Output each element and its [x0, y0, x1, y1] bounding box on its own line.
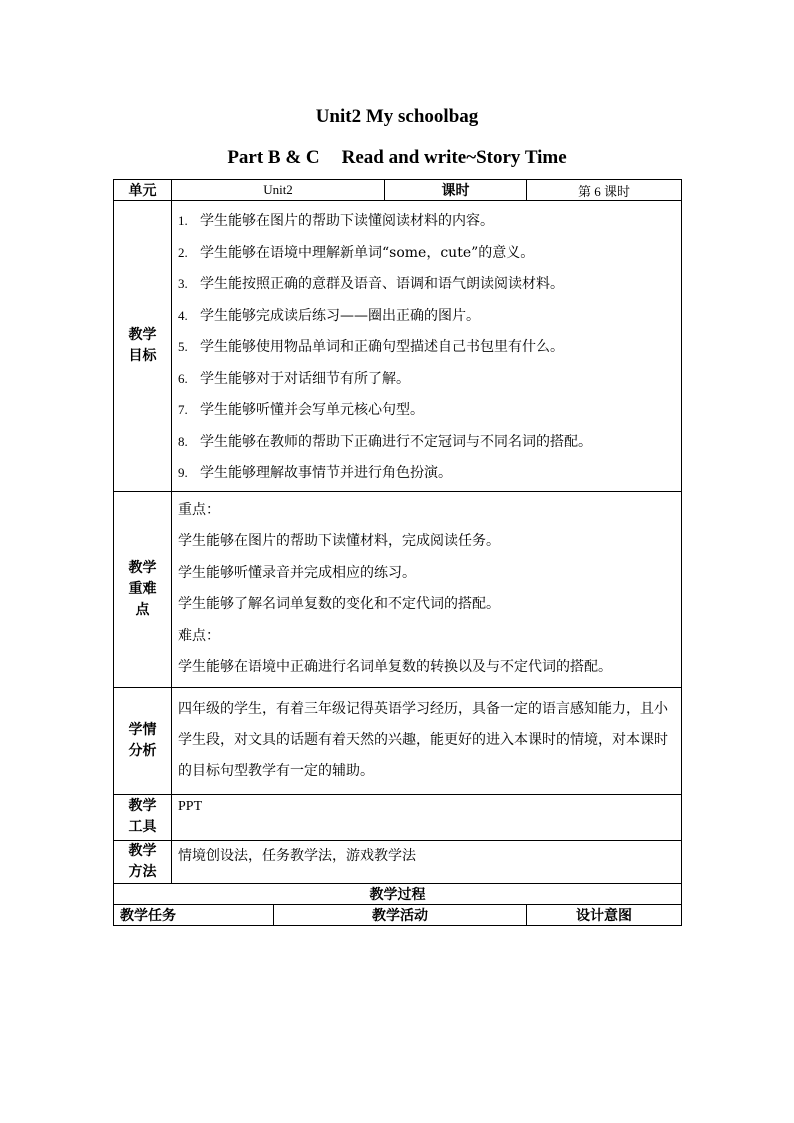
objectives-content	[172, 201, 682, 492]
objective-item	[178, 331, 675, 363]
tools-value: PPT	[172, 794, 682, 840]
subtitle-topic: Read and write~Story Time	[341, 147, 567, 168]
objective-number: 2.	[178, 244, 188, 260]
student-analysis-row	[114, 687, 682, 794]
key-point-line: 难点：	[178, 627, 220, 644]
objective-text: 学生能够对于对话细节有所了解。	[200, 370, 410, 387]
objectives-row	[114, 201, 682, 492]
objective-item	[178, 426, 675, 458]
subtitle-part: Part B & C	[227, 147, 320, 168]
objective-item	[178, 205, 675, 237]
key-point-line: 学生能够在图片的帮助下读懂材料，完成阅读任务。	[178, 533, 500, 549]
objective-text: 学生能够听懂并会写单元核心句型。	[200, 402, 424, 418]
objective-number: 5.	[178, 339, 188, 354]
lesson-plan-table	[113, 179, 682, 926]
key-points-row	[114, 491, 682, 687]
process-header-row	[114, 904, 682, 925]
objectives-list	[178, 205, 675, 489]
objective-text: 学生能够在语境中理解新单词“some，cute”的意义。	[200, 244, 535, 261]
objective-number: 1.	[178, 213, 188, 228]
process-col-task: 教学任务	[114, 904, 274, 925]
objective-text: 学生能够完成读后练习——圈出正确的图片。	[200, 307, 480, 324]
objective-item	[178, 268, 675, 300]
objective-number: 7.	[178, 402, 188, 417]
period-value: 第 6 课时	[527, 180, 682, 201]
period-label: 课时	[385, 180, 527, 201]
objective-number: 9.	[178, 465, 188, 480]
objective-item	[178, 394, 675, 426]
process-col-intent: 设计意图	[527, 904, 682, 925]
process-title-row	[114, 883, 682, 904]
tools-label: 教学 工具	[114, 794, 172, 840]
objective-item	[178, 300, 675, 332]
objective-item	[178, 363, 675, 395]
objective-item	[178, 237, 675, 269]
objective-text: 学生能按照正确的意群及语音、语调和语气朗读阅读材料。	[200, 276, 564, 292]
header-row	[114, 180, 682, 201]
objective-text: 学生能够在图片的帮助下读懂阅读材料的内容。	[200, 213, 494, 229]
key-point-line: 重点：	[178, 501, 220, 518]
student-analysis-content: 四年级的学生，有着三年级记得英语学习经历，具备一定的语言感知能力，且小学生段，对文具的话题有着天然的兴趣，能更好的进入本课时的情境，对本课时的目标句型教学有一定的辅助。	[172, 687, 682, 794]
objective-number: 6.	[178, 370, 188, 386]
objective-number: 8.	[178, 433, 188, 449]
key-point-line: 学生能够听懂录音并完成相应的练习。	[178, 564, 416, 581]
document-subtitle	[0, 147, 794, 169]
objectives-label: 教学 目标	[114, 201, 172, 492]
objective-number: 4.	[178, 307, 188, 323]
process-title: 教学过程	[114, 883, 682, 904]
methods-label: 教学 方法	[114, 840, 172, 883]
objective-text: 学生能够使用物品单词和正确句型描述自己书包里有什么。	[200, 339, 564, 355]
objective-number: 3.	[178, 276, 188, 291]
unit-value: Unit2	[172, 180, 385, 201]
objective-text: 学生能够在教师的帮助下正确进行不定冠词与不同名词的搭配。	[200, 433, 592, 450]
methods-row	[114, 840, 682, 883]
key-points-label: 教学 重难 点	[114, 491, 172, 687]
document-title: Unit2 My schoolbag	[315, 106, 479, 127]
key-points-content	[172, 491, 682, 687]
process-col-activity: 教学活动	[274, 904, 527, 925]
tools-row	[114, 794, 682, 840]
key-point-line: 学生能够了解名词单复数的变化和不定代词的搭配。	[178, 596, 500, 612]
objective-text: 学生能够理解故事情节并进行角色扮演。	[200, 465, 452, 481]
key-point-line: 学生能够在语境中正确进行名词单复数的转换以及与不定代词的搭配。	[178, 659, 612, 675]
objective-item	[178, 457, 675, 489]
unit-label: 单元	[114, 180, 172, 201]
methods-value: 情境创设法，任务教学法，游戏教学法	[172, 840, 682, 883]
student-analysis-label: 学情 分析	[114, 687, 172, 794]
